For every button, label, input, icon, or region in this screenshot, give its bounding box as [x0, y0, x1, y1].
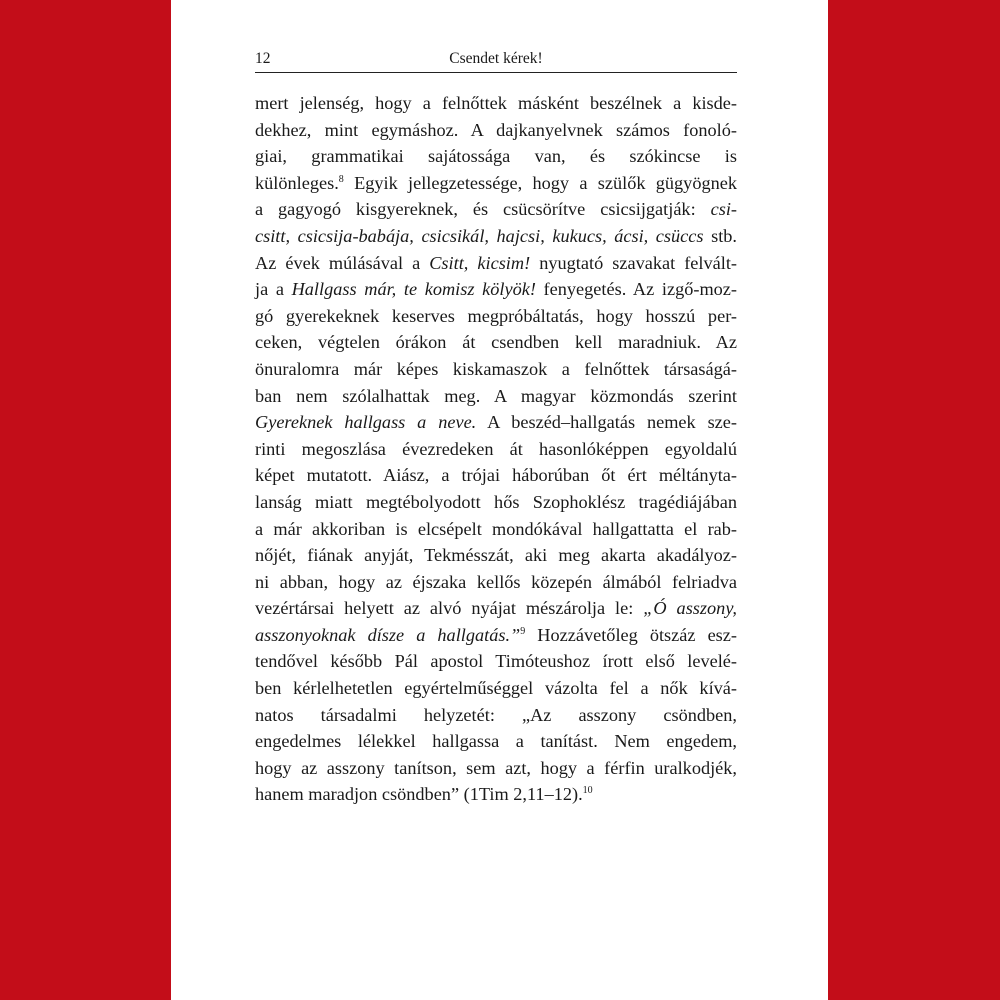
- text-segment: Egyik jellegzetessége, hogy a szülők gügyögnek: [343, 172, 737, 193]
- text-segment: fenyegetés. Az izgő-moz-: [535, 279, 738, 300]
- body-text: [255, 90, 737, 808]
- text-line: [255, 223, 737, 250]
- text-line: [255, 303, 737, 330]
- text-segment: a már akkoriban is elcsépelt mondókával hallgattatta el rab-: [255, 518, 737, 539]
- text-line: [255, 143, 737, 170]
- text-segment: ben kérlelhetetlen egyértelműséggel vázolta fel a nők kívá-: [255, 678, 737, 699]
- footnote-ref: 10: [582, 785, 593, 797]
- italic-text: Gyereknek hallgass a neve.: [255, 412, 477, 433]
- text-segment: A beszéd–hallgatás nemek sze-: [476, 412, 737, 433]
- italic-text: csitt, csicsija-babája, csicsikál, hajcsi, kukucs, ácsi, csüccs: [255, 225, 704, 246]
- text-segment: nőjét, fiának anyját, Tekmésszát, aki meg akarta akadályoz-: [255, 545, 737, 566]
- text-line: [255, 170, 737, 197]
- text-segment: Az évek múlásával a: [255, 252, 430, 273]
- text-line: [255, 516, 737, 543]
- text-segment: stb.: [703, 225, 737, 246]
- text-segment: ceken, végtelen órákon át csendben kell maradniuk. Az: [255, 332, 737, 353]
- text-segment: gó gyerekeknek keserves megpróbáltatás, hogy hosszú per-: [255, 305, 737, 326]
- text-line: [255, 622, 737, 649]
- text-line: [255, 329, 737, 356]
- text-line: [255, 196, 737, 223]
- footnote-ref: 9: [520, 625, 526, 637]
- footnote-ref: 8: [338, 173, 344, 185]
- book-page: [171, 0, 828, 1000]
- text-segment: engedelmes lélekkel hallgassa a tanítást. Nem engedem,: [255, 731, 737, 752]
- text-line: [255, 409, 737, 436]
- text-line: [255, 462, 737, 489]
- text-segment: önuralomra már képes kiskamaszok a felnőttek társaságá-: [255, 358, 737, 379]
- text-segment: hanem maradjon csöndben” (1Tim 2,11–12).: [255, 784, 583, 805]
- text-segment: lanság miatt megtébolyodott hős Szophoklész tragédiájában: [255, 491, 737, 512]
- text-segment: Hozzávetőleg ötszáz esz-: [525, 624, 737, 645]
- text-segment: giai, grammatikai sajátossága van, és szókincse is: [255, 146, 737, 167]
- text-segment: vezértársai helyett az alvó nyájat mészárolja le:: [255, 598, 644, 619]
- text-line: [255, 728, 737, 755]
- text-segment: mert jelenség, hogy a felnőttek másként beszélnek a kisde-: [255, 93, 737, 113]
- text-line: [255, 595, 737, 622]
- text-line: [255, 542, 737, 569]
- text-line: [255, 383, 737, 410]
- text-segment: ban nem szólalhattak meg. A magyar közmondás szerint: [255, 385, 737, 406]
- page-number: 12: [255, 50, 271, 67]
- text-segment: tendővel később Pál apostol Timóteushoz írott első levelé-: [255, 651, 737, 672]
- text-line: [255, 436, 737, 463]
- italic-text: csi-: [710, 199, 737, 220]
- text-line: [255, 781, 737, 808]
- text-segment: ja a: [255, 279, 292, 300]
- italic-text: Csitt, kicsim!: [429, 252, 531, 273]
- text-line: [255, 648, 737, 675]
- text-segment: nyugtató szavakat felvált-: [530, 252, 737, 273]
- text-segment: ni abban, hogy az éjszaka kellős közepén álmából felriadva: [255, 571, 737, 592]
- running-title: Csendet kérek!: [449, 50, 543, 67]
- text-line: [255, 489, 737, 516]
- text-segment: dekhez, mint egymáshoz. A dajkanyelvnek számos fonoló-: [255, 119, 737, 140]
- text-line: [255, 250, 737, 277]
- italic-text: „Ó asszony,: [643, 598, 737, 619]
- text-segment: különleges.: [255, 172, 339, 193]
- page-header: [255, 50, 737, 73]
- text-line: [255, 356, 737, 383]
- text-line: [255, 702, 737, 729]
- text-line: [255, 276, 737, 303]
- italic-text: Hallgass már, te komisz kölyök!: [291, 279, 536, 300]
- text-line: [255, 675, 737, 702]
- text-line: [255, 569, 737, 596]
- text-segment: a gagyogó kisgyereknek, és csücsörítve csicsijgatják:: [255, 199, 711, 220]
- text-segment: hogy az asszony tanítson, sem azt, hogy a férfin uralkodjék,: [255, 757, 737, 778]
- text-segment: képet mutatott. Aiász, a trójai háborúban őt ért méltányta-: [255, 465, 737, 486]
- text-line: [255, 90, 737, 117]
- text-segment: rinti megoszlása évezredeken át hasonlóképpen egyoldalú: [255, 438, 737, 459]
- italic-text: asszonyoknak dísze a hallgatás.”: [255, 624, 521, 645]
- text-line: [255, 117, 737, 144]
- text-segment: natos társadalmi helyzetét: „Az asszony csöndben,: [255, 704, 737, 725]
- text-line: [255, 755, 737, 782]
